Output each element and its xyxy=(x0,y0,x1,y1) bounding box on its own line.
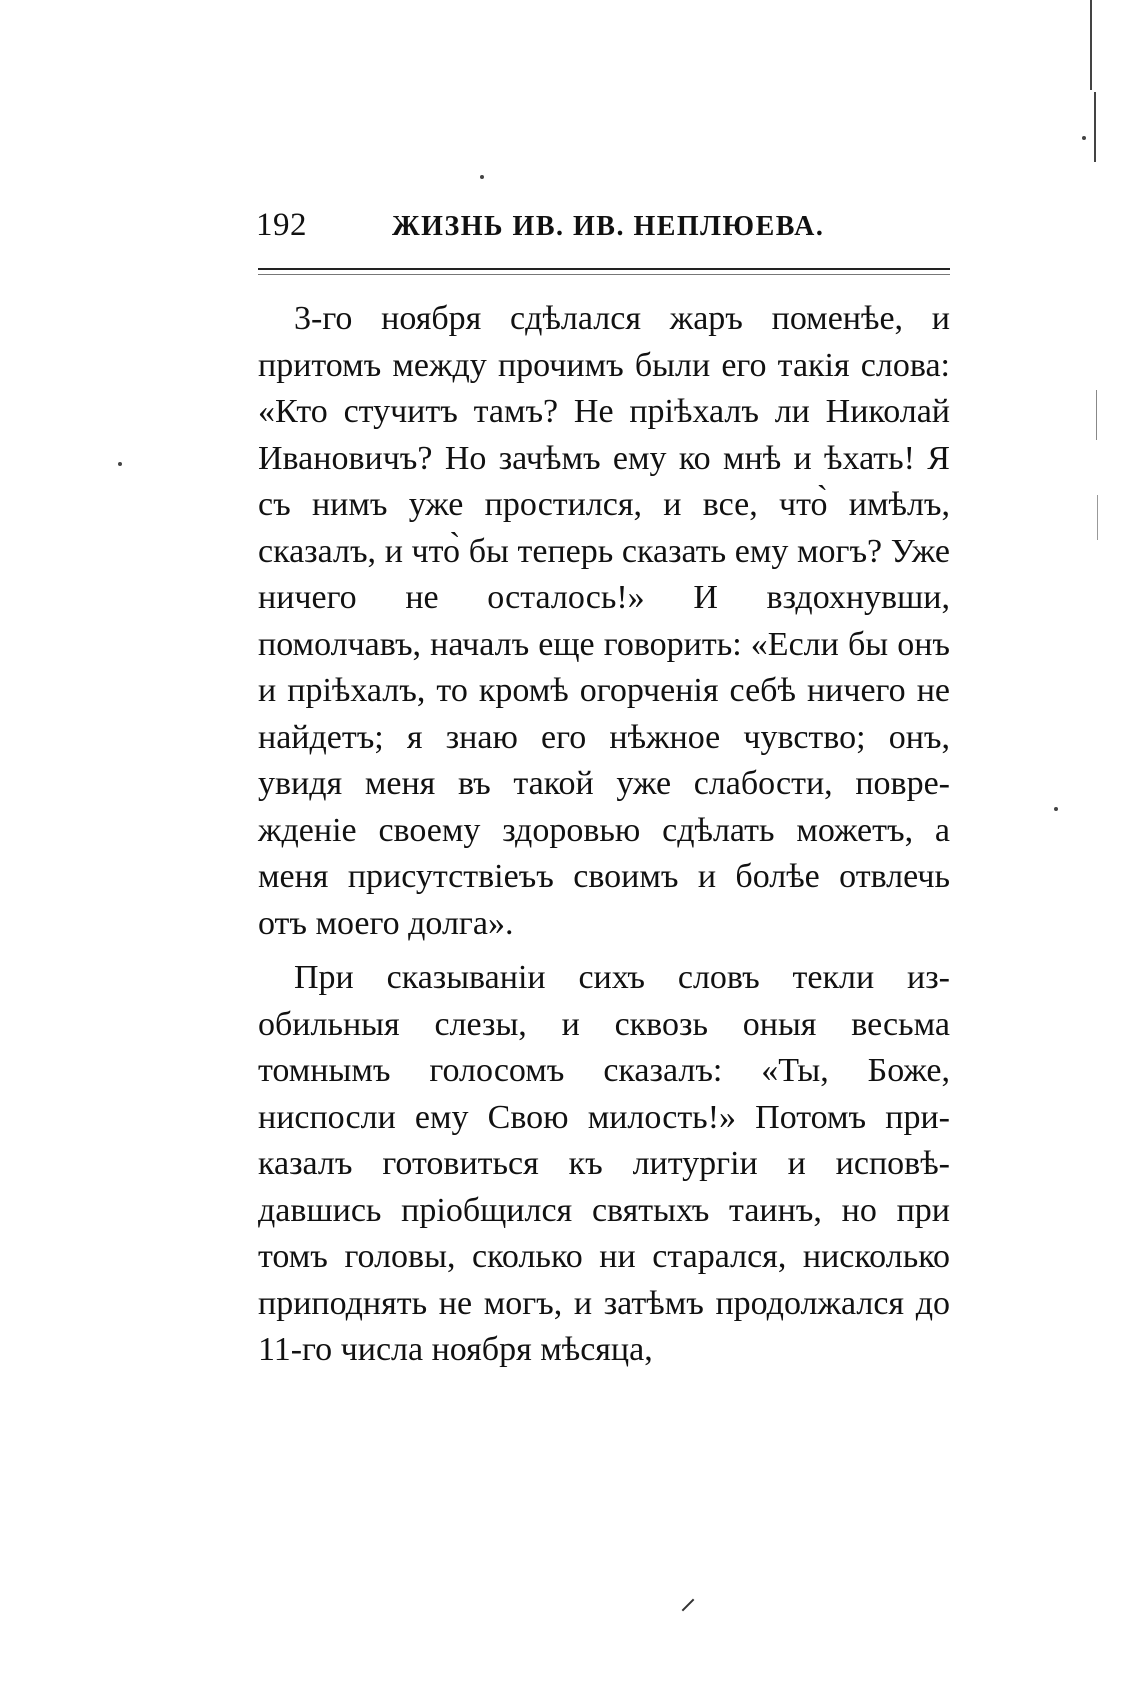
paragraph-1: 3-го ноября сдѣлался жаръ поменѣе, и притомъ между прочимъ были его такія слова: «Кто стучитъ тамъ? Не пріѣхалъ ли Николай Ивановичъ? Но зачѣмъ ему ко мнѣ и ѣхать! Я съ нимъ уже простился, и все, что̀ имѣлъ, сказалъ, и что̀ бы теперь сказать ему могъ? Уже ничего не осталось!» И вздохнувши, помолчавъ, началъ еще говорить: «Если бы онъ и пріѣхалъ, то кромѣ огорченія себѣ ничего не найдетъ; я знаю его нѣжное чувство; онъ, увидя меня въ такой уже слабости, поврежденіе своему здоровью сдѣлать можетъ, а меня присутствіеъъ своимъ и болѣе отвлечь отъ моего долга». xyxy=(258,300,950,942)
page-number: 192 xyxy=(256,207,307,243)
scan-speck xyxy=(1082,136,1086,140)
page-header xyxy=(256,205,956,245)
scan-speck xyxy=(118,462,122,466)
scan-speck xyxy=(480,175,484,179)
scan-edge-mark xyxy=(1096,390,1097,440)
scan-speck xyxy=(1054,807,1058,811)
paragraph-2: При сказываніи сихъ словъ текли изобильныя слезы, и сквозь оныя весьма томнымъ голосомъ сказалъ: «Ты, Боже, ниспосли ему Свою милость!» Потомъ приказалъ готовиться къ литургіи и исповѣдавшись пріобщился святыхъ таинъ, но при томъ головы, сколько ни старался, нисколько приподнять не могъ, и затѣмъ продолжался до 11-го числа ноября мѣсяца, xyxy=(258,959,950,1368)
scan-stroke xyxy=(682,1599,695,1612)
scan-edge-mark xyxy=(1097,495,1098,540)
scan-edge-mark xyxy=(1094,92,1096,162)
running-title: ЖИЗНЬ ИВ. ИВ. НЕПЛЮЕВА. xyxy=(392,211,825,242)
scan-edge-mark xyxy=(1090,0,1092,90)
body-text xyxy=(258,296,950,1374)
header-rule xyxy=(258,268,950,275)
